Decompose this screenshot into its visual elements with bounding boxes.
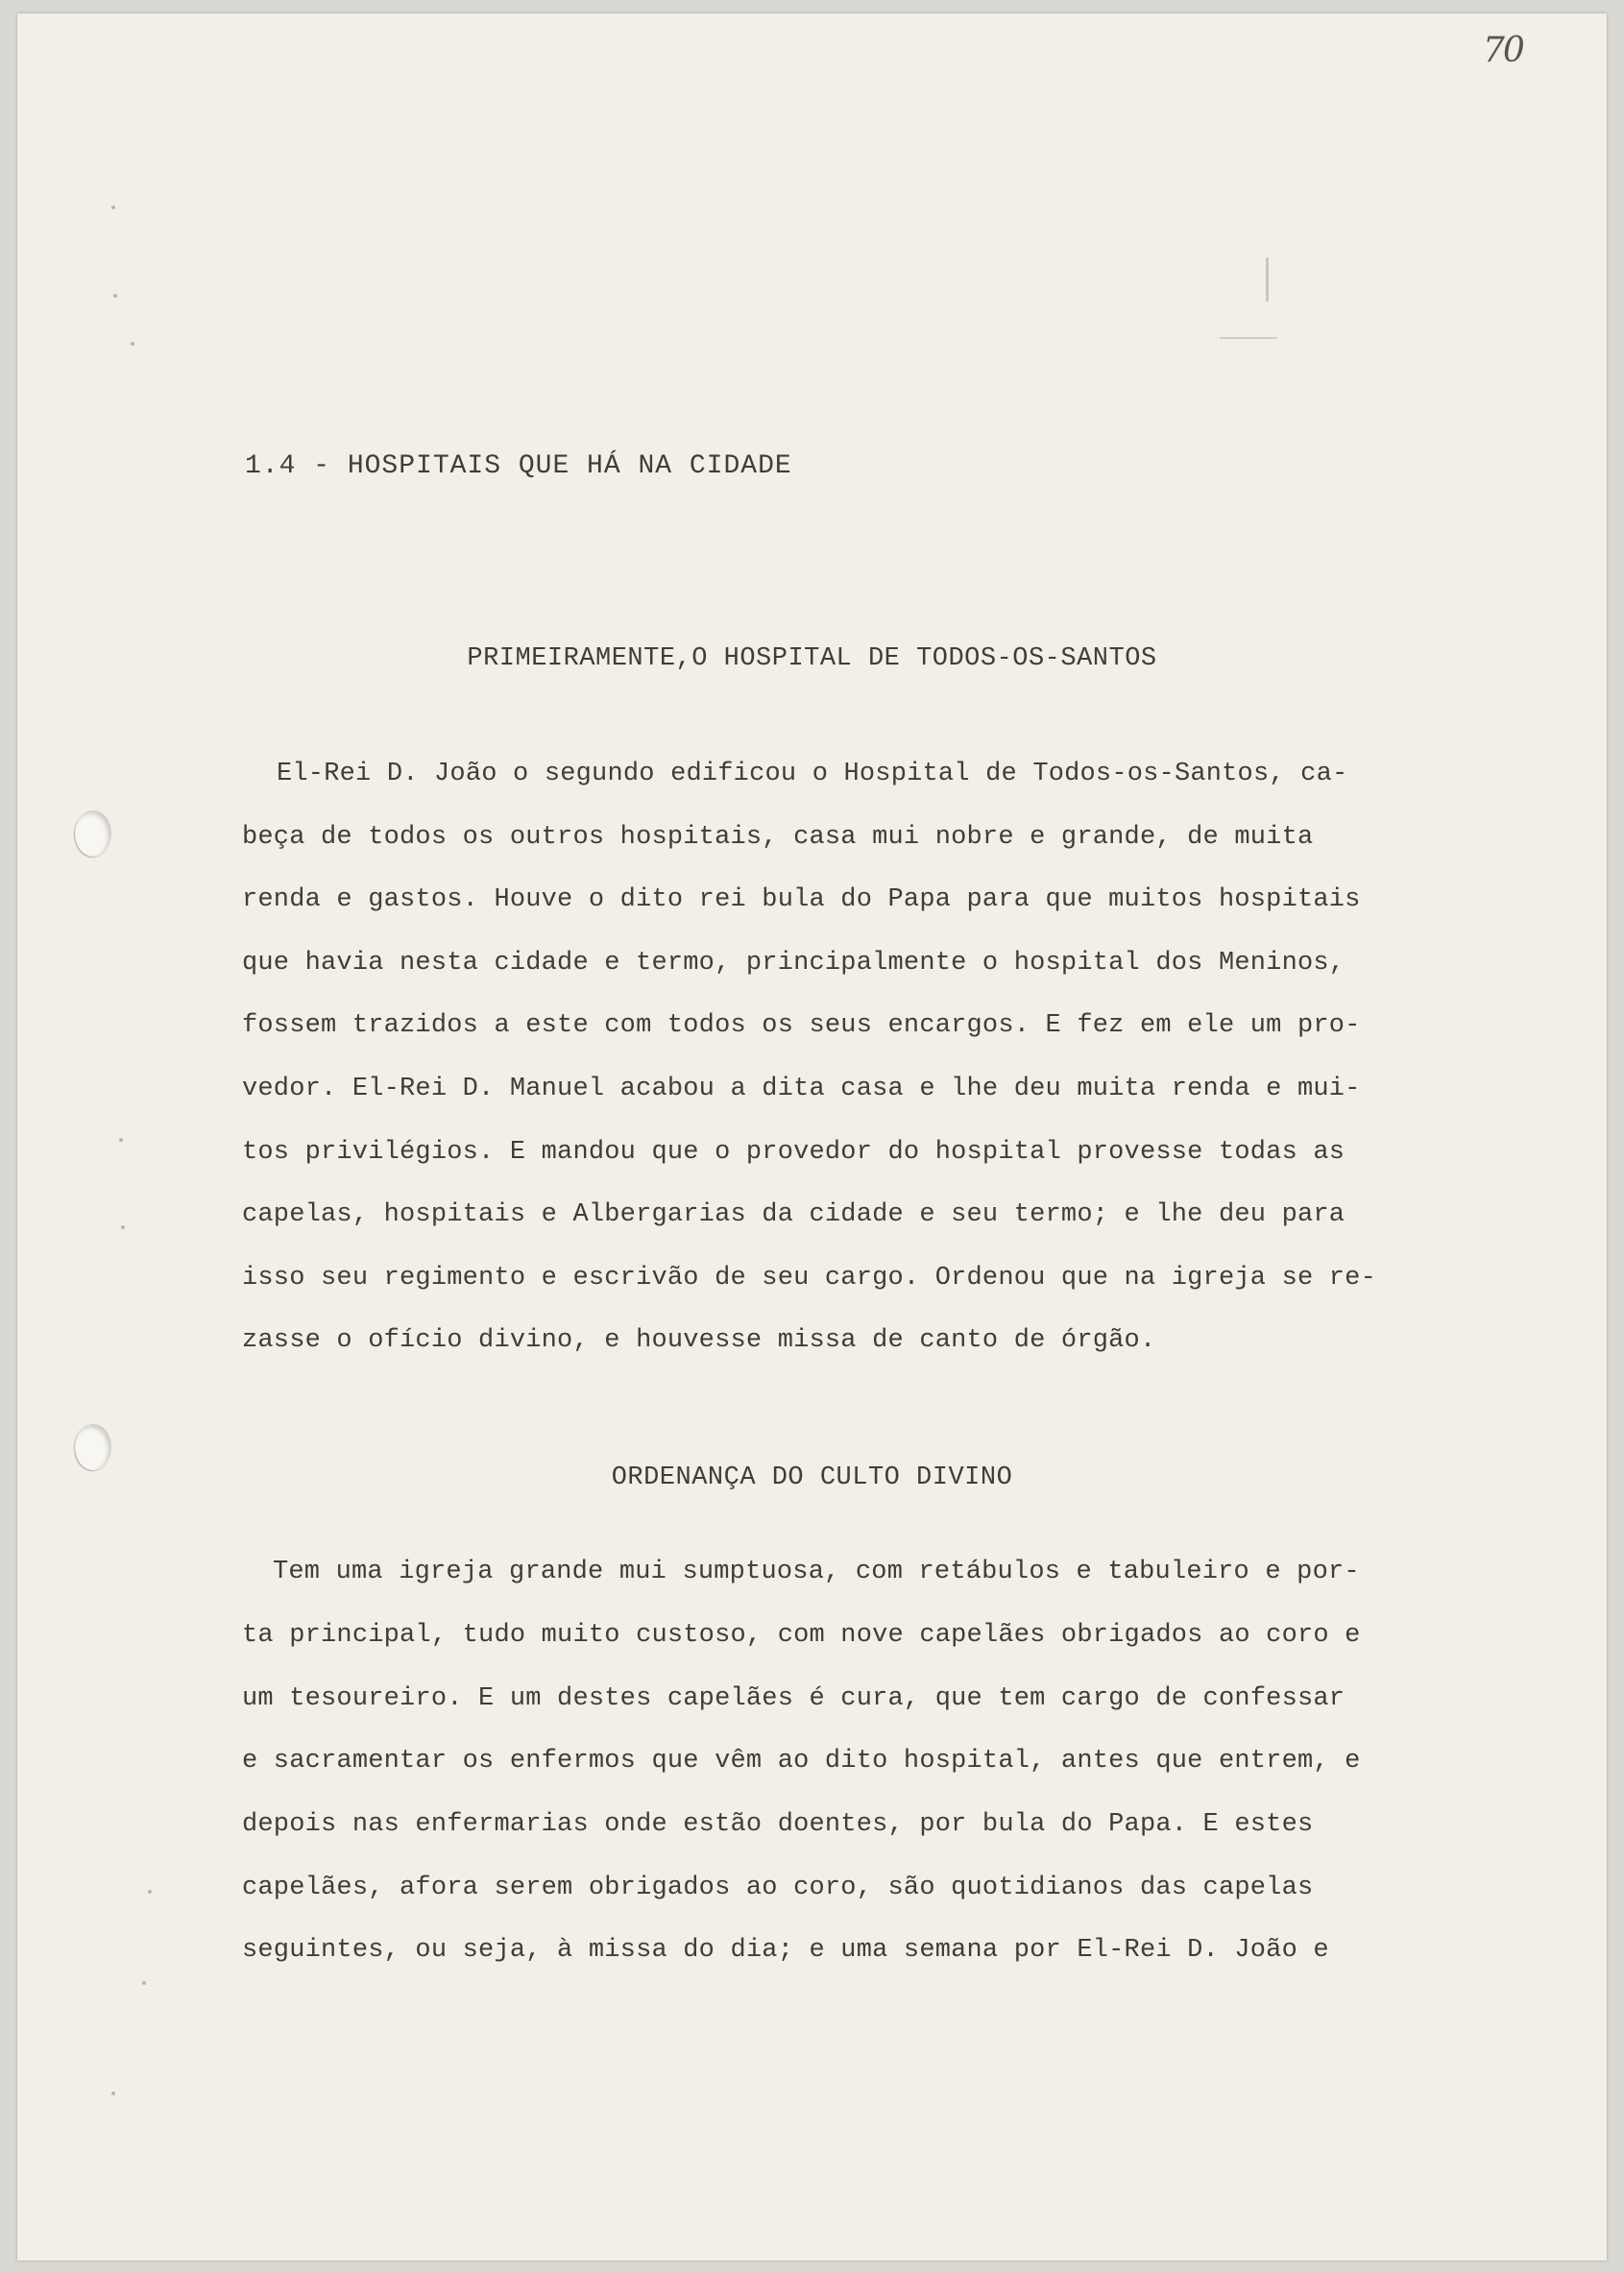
margin-mark bbox=[113, 294, 117, 298]
text-line: um tesoureiro. E um destes capelães é cura, que tem cargo de confessar bbox=[242, 1684, 1345, 1713]
text-line: vedor. El-Rei D. Manuel acabou a dita casa e lhe deu muita renda e mui- bbox=[242, 1075, 1361, 1103]
margin-mark bbox=[148, 1890, 152, 1894]
margin-mark bbox=[131, 342, 134, 346]
margin-mark bbox=[142, 1981, 146, 1985]
text-line: beça de todos os outros hospitais, casa mui nobre e grande, de muita bbox=[242, 823, 1314, 852]
page-number: 70 bbox=[1483, 31, 1523, 70]
margin-mark bbox=[1266, 257, 1269, 302]
margin-mark bbox=[1220, 337, 1277, 339]
text-line: El-Rei D. João o segundo edificou o Hospital de Todos-os-Santos, ca- bbox=[277, 760, 1348, 788]
margin-mark bbox=[119, 1138, 123, 1142]
margin-mark bbox=[111, 206, 115, 209]
text-line: capelas, hospitais e Albergarias da cidade e seu termo; e lhe deu para bbox=[242, 1200, 1345, 1229]
section-heading: 1.4 - HOSPITAIS QUE HÁ NA CIDADE bbox=[245, 451, 792, 481]
text-line: fossem trazidos a este com todos os seus encargos. E fez em ele um pro- bbox=[242, 1011, 1361, 1040]
text-line: e sacramentar os enfermos que vêm ao dito hospital, antes que entrem, e bbox=[242, 1747, 1361, 1776]
text-line: ta principal, tudo muito custoso, com nove capelães obrigados ao coro e bbox=[242, 1621, 1361, 1650]
text-line: zasse o ofício divino, e houvesse missa de canto de órgão. bbox=[242, 1326, 1156, 1355]
text-line: capelães, afora serem obrigados ao coro, são quotidianos das capelas bbox=[242, 1874, 1314, 1902]
subsection-title: PRIMEIRAMENTE,O HOSPITAL DE TODOS-OS-SANTOS bbox=[467, 644, 1157, 673]
subsection-title: ORDENANÇA DO CULTO DIVINO bbox=[611, 1463, 1013, 1492]
document-page bbox=[17, 13, 1607, 2261]
text-line: renda e gastos. Houve o dito rei bula do Papa para que muitos hospitais bbox=[242, 885, 1361, 914]
text-line: depois nas enfermarias onde estão doentes, por bula do Papa. E estes bbox=[242, 1810, 1314, 1839]
margin-mark bbox=[121, 1225, 125, 1229]
text-line: isso seu regimento e escrivão de seu cargo. Ordenou que na igreja se re- bbox=[242, 1264, 1376, 1293]
text-line: Tem uma igreja grande mui sumptuosa, com retábulos e tabuleiro e por- bbox=[273, 1558, 1360, 1586]
text-line: que havia nesta cidade e termo, principalmente o hospital dos Meninos, bbox=[242, 949, 1345, 978]
margin-mark bbox=[111, 2092, 115, 2095]
text-line: tos privilégios. E mandou que o provedor do hospital provesse todas as bbox=[242, 1138, 1345, 1167]
punch-hole-top bbox=[75, 810, 111, 857]
text-line: seguintes, ou seja, à missa do dia; e uma semana por El-Rei D. João e bbox=[242, 1936, 1329, 1965]
